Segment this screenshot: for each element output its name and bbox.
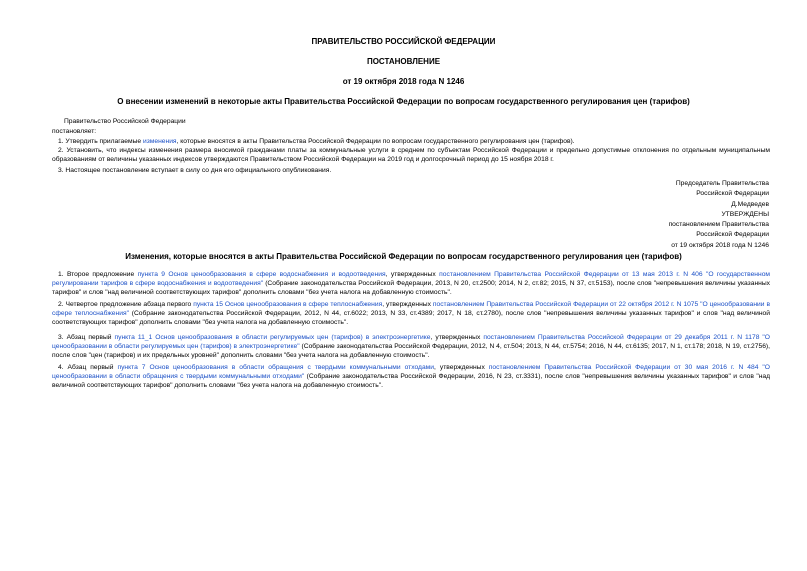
document-title: О внесении изменений в некоторые акты Правительства Российской Федерации по вопросам государственного регулирования цен (тарифов) bbox=[117, 97, 690, 106]
change-2-text-c: (Собрание законодательства Российской Федерации, 2012, N 44, ст.6022; 2013, N 33, ст.4389; 2017, N 18, ст.2780), после слов "непревышения величины указанных тарифов" и слов "над величиной соответствующих тарифов" дополнить словами "без учета налога на добавленную стоимость". bbox=[52, 310, 771, 326]
doc-type-heading: ПОСТАНОВЛЕНИЕ bbox=[366, 57, 441, 66]
change-4-text-a: 4. Абзац первый bbox=[58, 364, 118, 371]
preamble-line1: Правительство Российской Федерации bbox=[64, 118, 186, 125]
change-1-text-b: , утвержденных bbox=[385, 271, 440, 278]
signature-name: Д.Медведев bbox=[731, 201, 769, 208]
change-1-text-a: 1. Второе предложение bbox=[58, 271, 138, 278]
change-4-text-c: (Собрание законодательства Российской Федерации, 2016, N 23, ст.3331), после слов "непревышения величины указанных тарифов" и слов "над величиной соответствующих тарифов" дополнить словами "без учета налога на добавленную стоимость". bbox=[52, 373, 771, 389]
item-1-text-a: 1. Утвердить прилагаемые bbox=[58, 138, 143, 145]
change-2-link-2[interactable]: постановлением Правительства Российской Федерации от 22 октября 2012 г. N 1075 "О ценообразовании в сфере теплоснабжения" bbox=[52, 301, 771, 317]
government-heading: ПРАВИТЕЛЬСТВО РОССИЙСКОЙ ФЕДЕРАЦИИ bbox=[311, 37, 496, 46]
change-4 bbox=[52, 363, 770, 390]
preamble-line2: постановляет: bbox=[52, 128, 97, 135]
change-2-link-1[interactable]: пункта 15 Основ ценообразования в сфере теплоснабжения bbox=[193, 301, 383, 308]
change-4-text-b: , утвержденных bbox=[434, 364, 489, 371]
item-2: 2. Установить, что индексы изменения размера вносимой гражданами платы за коммунальные услуги в среднем по субъектам Российской Федерации и предельно допустимые отклонения по отдельным муниципальным образованиям от величины указанных индексов утверждаются Правительством Российской Федерации на 2019 год и долгосрочный период до 15 ноября 2018 г. bbox=[52, 147, 770, 163]
change-2-text-b: , утвержденных bbox=[382, 301, 433, 308]
change-2 bbox=[52, 300, 770, 327]
changes-title: Изменения, которые вносятся в акты Правительства Российской Федерации по вопросам государственного регулирования цен (тарифов) bbox=[125, 252, 682, 261]
change-1 bbox=[52, 270, 770, 297]
signature-line2: Российской Федерации bbox=[696, 190, 769, 197]
change-4-link-1[interactable]: пункта 7 Основ ценообразования в области обращения с твердыми коммунальными отходами bbox=[117, 364, 435, 371]
change-3-text-b: , утвержденных bbox=[430, 334, 484, 341]
change-1-link-2[interactable]: постановлением Правительства Российской Федерации от 13 мая 2013 г. N 406 "О государственном регулировании тарифов в сфере водоснабжения и водоотведения" bbox=[52, 271, 771, 287]
item-1 bbox=[52, 137, 770, 146]
change-1-link-1[interactable]: пункта 9 Основ ценообразования в сфере водоснабжения и водоотведения bbox=[137, 271, 386, 278]
change-1-text-c: (Собрание законодательства Российской Федерации, 2013, N 20, ст.2500; 2014, N 2, ст.82; 2015, N 37, ст.5153), после слов "непревышения величины указанных тарифов" и слов "над величиной соответствующих тарифов" дополнить словами "без учета налога на добавленную стоимость". bbox=[52, 280, 770, 296]
change-3 bbox=[52, 333, 770, 360]
change-3-link-2[interactable]: постановлением Правительства Российской Федерации от 29 декабря 2011 г. N 1178 "О ценообразовании в области регулируемых цен (тарифов) в электроэнергетике" bbox=[52, 334, 770, 350]
item-3: 3. Настоящее постановление вступает в силу со дня его официального опубликования. bbox=[58, 167, 332, 174]
change-4-link-2[interactable]: постановлением Правительства Российской Федерации от 30 мая 2016 г. N 484 "О ценообразовании в области обращения с твердыми коммунальными отходами" bbox=[52, 364, 770, 380]
change-3-link-1[interactable]: пункта 11_1 Основ ценообразования в области регулируемых цен (тарифов) в электроэнергетике bbox=[114, 334, 431, 341]
change-2-text-a: 2. Четвертое предложение абзаца первого bbox=[58, 301, 194, 308]
approved-line3: Российской Федерации bbox=[696, 231, 769, 238]
approved-line2: постановлением Правительства bbox=[668, 221, 769, 228]
change-3-text-a: 3. Абзац первый bbox=[58, 334, 115, 341]
signature-line1: Председатель Правительства bbox=[675, 180, 769, 187]
changes-link[interactable]: изменения bbox=[142, 138, 177, 145]
change-3-text-c: (Собрание законодательства Российской Федерации, 2012, N 4, ст.504; 2013, N 44, ст.5754; 2016, N 44, ст.6135; 2017, N 1, ст.178; 2018, N 19, ст.2756), после слов "цен (тарифов) и их предельных уровней" дополнить словами "без учета налога на добавленную стоимость". bbox=[52, 343, 770, 359]
approved-line1: УТВЕРЖДЕНЫ bbox=[721, 211, 769, 218]
item-1-text-b: , которые вносятся в акты Правительства Российской Федерации по вопросам государственного регулирования цен (тарифов). bbox=[176, 138, 575, 145]
date-number: от 19 октября 2018 года N 1246 bbox=[342, 77, 465, 86]
approved-line4: от 19 октября 2018 года N 1246 bbox=[671, 242, 769, 249]
